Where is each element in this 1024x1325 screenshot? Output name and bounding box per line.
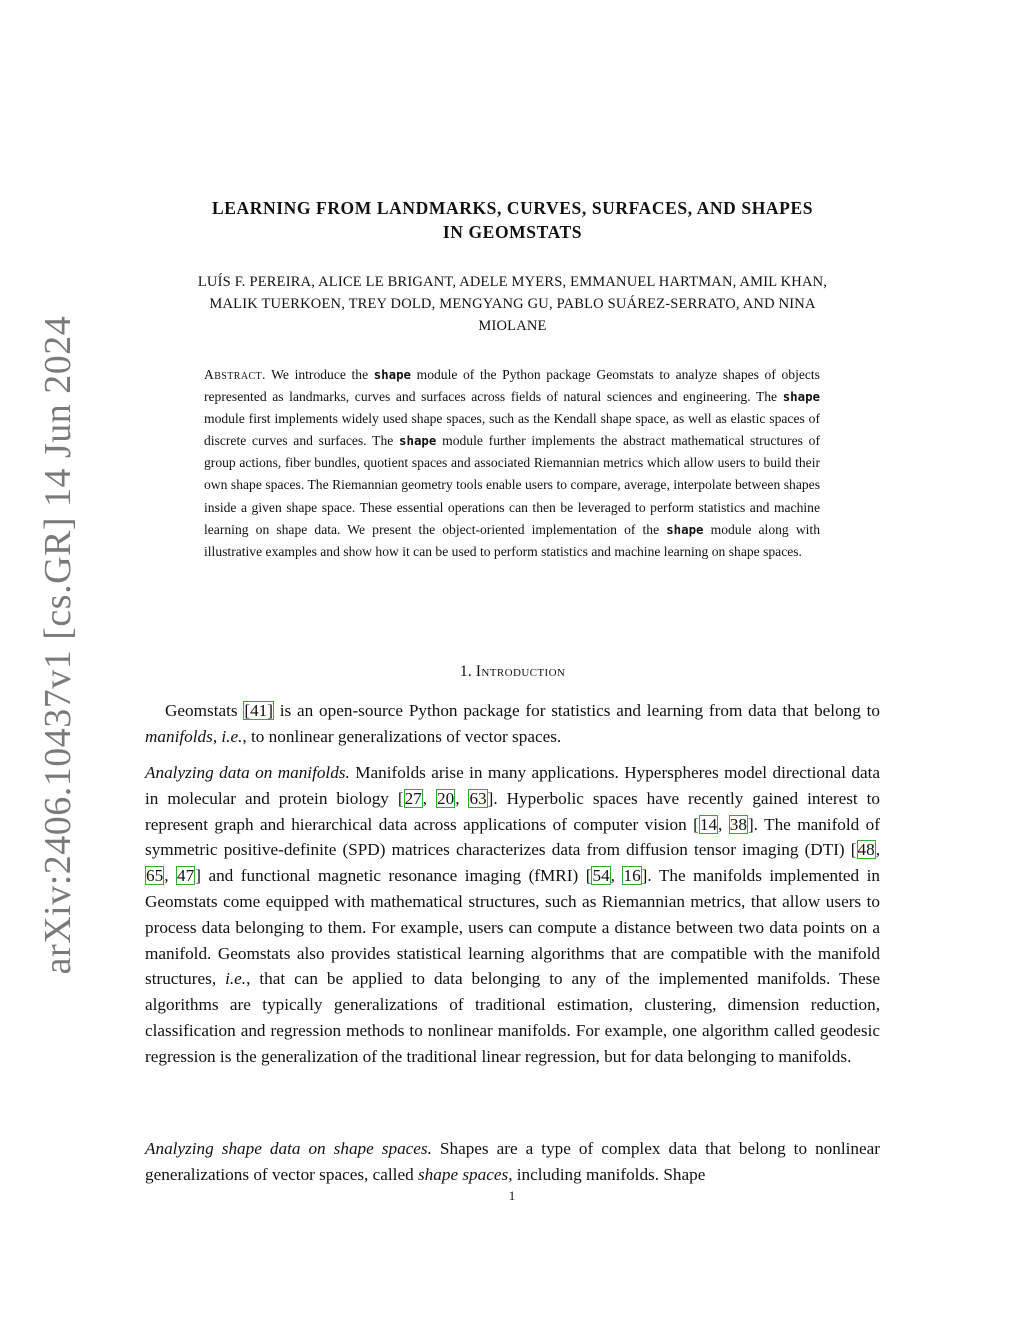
paragraph-heading: Analyzing shape data on shape spaces. — [145, 1139, 432, 1158]
author-list — [160, 271, 865, 337]
text-run: is an open-source Python package for statistics and learning from data that belong to — [274, 701, 881, 720]
text-run: , including manifolds. Shape — [508, 1164, 706, 1184]
citation-link[interactable]: 48 — [857, 840, 875, 860]
paragraph-intro — [145, 698, 880, 750]
section-heading-introduction — [145, 663, 880, 681]
text-run: ]. Hyperbolic spaces have recently gained interest to represent graph and hierarchical data across applications of computer vision [ — [145, 788, 881, 834]
paragraph-shape-spaces — [145, 1136, 880, 1188]
paragraph-manifolds: Analyzing data on manifolds. Manifolds arise in many applications. Hyperspheres model directional data in molecular and protein biology [27, 20, 63]. Hyperbolic spaces have recently gained interest to represent graph and hierarchical data across applications of computer vision [14, 38]. The manifold of symmetric positive-definite (SPD) matrices characterizes data from diffusion tensor imaging (DTI) [48, 65, 47] and functional magnetic resonance imaging (fMRI) [54, 16]. The manifolds implemented in Geomstats come equipped with mathematical structures, such as Riemannian metrics, that allow users to process data belonging to them. For example, users can compute a distance between two data points on a manifold. Geomstats also provides statistical learning algorithms that are compatible with the manifold structures, i.e., that can be applied to data belonging to any of the implemented manifolds. These algorithms are typically generalizations of traditional estimation, clustering, dimension reduction, classification and regression methods to nonlinear manifolds. For example, one algorithm called geodesic regression is the generalization of the traditional linear regression, but for data belonging to manifolds. — [145, 763, 881, 1066]
citation-link[interactable]: 63 — [469, 788, 487, 808]
text-run: , to nonlinear generalizations of vector spaces. — [242, 726, 562, 746]
arxiv-identifier-stamp: arXiv:2406.10437v1 [cs.GR] 14 Jun 2024 — [37, 315, 79, 975]
section-number: 1. — [459, 663, 472, 680]
paper-title-line-1: LEARNING FROM LANDMARKS, CURVES, SURFACES, AND SHAPES — [211, 198, 814, 218]
emphasis: manifolds — [145, 726, 213, 746]
citation-link[interactable]: 27 — [404, 788, 422, 808]
text-run: , that can be applied to data belonging to any of the implemented manifolds. These algorithms are typically generalizations of traditional estimation, clustering, dimension reduction, classification and regression methods to nonlinear manifolds. For example, one algorithm called geodesic regression is the generalization of the traditional linear regression, but for data belonging to manifolds. — [145, 969, 880, 1066]
abstract — [204, 364, 820, 563]
paper-title — [145, 196, 880, 244]
abstract-text: module further implements the abstract mathematical structures of group actions, fiber bundles, quotient spaces and associated Riemannian metrics which allow users to build their own shape spaces. The Riemannian geometry tools enable users to compare, average, interpolate between shapes inside a given shape space. These essential operations can then be leveraged to perform statistics and machine learning on shape data. We present the object-oriented implementation of the — [204, 433, 820, 537]
code-shape: shape — [666, 521, 704, 537]
citation-link[interactable]: [41] — [244, 701, 273, 720]
code-shape: shape — [782, 389, 820, 405]
code-shape: shape — [373, 367, 412, 382]
emphasis: i.e. — [221, 726, 243, 746]
citation-link[interactable]: 54 — [592, 866, 610, 886]
text-run: Manifolds arise in many applications. Hyperspheres model directional data in molecular and protein biology [ — [145, 763, 880, 808]
abstract-text: module first implements widely used shape spaces, such as the Kendall shape space, as well as elastic spaces of discrete curves and surfaces. The — [204, 411, 820, 449]
citation-link[interactable]: 14 — [699, 814, 718, 834]
author-line-3: MIOLANE — [478, 318, 547, 334]
author-line-1: LUÍS F. PEREIRA, ALICE LE BRIGANT, ADELE MYERS, EMMANUEL HARTMAN, AMIL KHAN, — [197, 274, 828, 290]
text-run: Shapes are a type of complex data that belong to nonlinear generalizations of vector spaces, called — [145, 1139, 880, 1184]
paper-title-line-2: IN GEOMSTATS — [442, 222, 583, 242]
author-line-2: MALIK TUERKOEN, TREY DOLD, MENGYANG GU, PABLO SUÁREZ-SERRATO, AND NINA — [209, 296, 816, 312]
section-title: Introduction — [475, 663, 566, 680]
text-run: ] and functional magnetic resonance imaging (fMRI) [ — [195, 866, 592, 886]
abstract-text: We introduce the — [265, 367, 374, 382]
citation-link[interactable]: 47 — [177, 866, 195, 886]
text-run: , — [212, 726, 222, 746]
citation-link[interactable]: 65 — [146, 866, 164, 886]
citation-link[interactable]: 16 — [623, 866, 641, 886]
citation-link[interactable]: 20 — [437, 788, 455, 808]
abstract-text: module along with illustrative examples and show how it can be used to perform statistics and machine learning on shape spaces. — [204, 521, 820, 559]
code-shape: shape — [399, 433, 437, 449]
page-number: 1 — [508, 1188, 516, 1203]
text-run: Geomstats — [165, 701, 244, 720]
abstract-text: module of the Python package Geomstats to analyze shapes of objects represented as landmarks, curves and surfaces across fields of natural sciences and engineering. The — [204, 367, 820, 405]
abstract-label: Abstract. — [204, 367, 266, 382]
emphasis: shape spaces — [417, 1164, 509, 1184]
citation-link[interactable]: 38 — [729, 814, 747, 834]
text-run: ]. The manifolds implemented in Geomstats come equipped with mathematical structures, such as Riemannian metrics, that allow users to process data belonging to them. For example, users can compute a distance between two data points on a manifold. Geomstats also provides statistical learning algorithms that are compatible with the manifold structures, — [145, 866, 881, 989]
emphasis: i.e. — [225, 969, 247, 989]
text-run: ]. The manifold of symmetric positive-definite (SPD) matrices characterizes data from diffusion tensor imaging (DTI) [ — [145, 814, 880, 860]
paragraph-heading: Analyzing data on manifolds. — [145, 763, 350, 782]
